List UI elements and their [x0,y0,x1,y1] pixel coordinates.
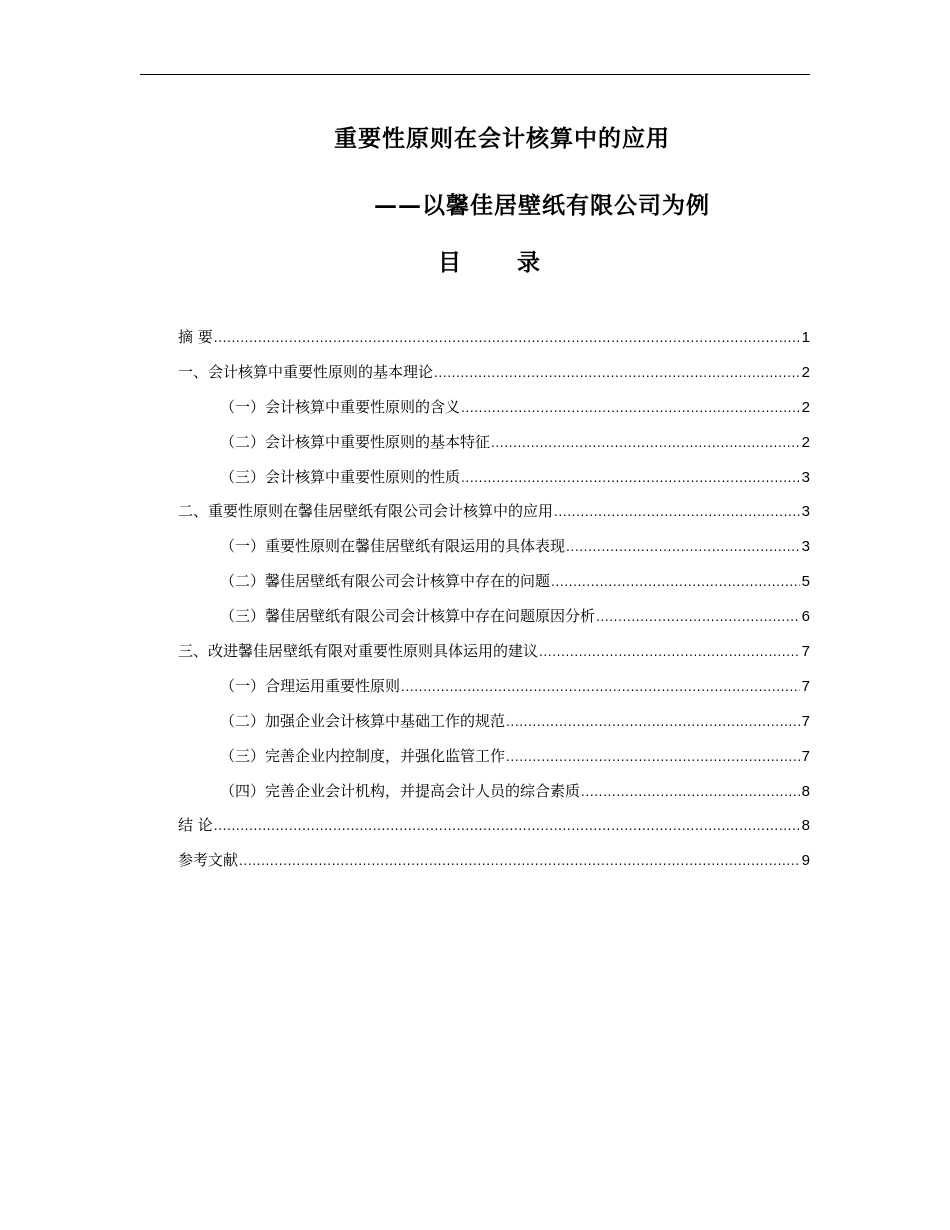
toc-entry-label: 参考文献 [178,851,239,870]
toc-entry-label: 一、会计核算中重要性原则的基本理论 [178,362,434,381]
toc-dot-leader [596,606,800,628]
toc-page-number: 3 [801,503,810,521]
toc-entry-chapter-3[interactable] [178,640,810,675]
toc-entry-label: （一）会计核算中重要性原则的含义 [220,397,461,416]
toc-entry-label: （三）馨佳居壁纸有限公司会计核算中存在问题原因分析 [220,607,596,626]
toc-page-number: 2 [801,398,810,416]
toc-dot-leader [491,432,800,454]
toc-entry-section-1-2[interactable] [178,431,810,466]
toc-entry-conclusion[interactable] [178,814,810,849]
toc-dot-leader [461,467,800,489]
toc-dot-leader [239,850,800,872]
toc-page-number: 3 [801,468,810,486]
toc-dot-leader [434,362,800,384]
toc-entry-abstract[interactable] [178,326,810,361]
toc-entry-section-3-1[interactable] [178,675,810,710]
toc-dot-leader [214,327,800,349]
toc-entry-label: （四）完善企业会计机构，并提高会计人员的综合素质 [220,781,581,800]
toc-entry-label: （二）会计核算中重要性原则的基本特征 [220,432,491,451]
toc-entry-section-3-3[interactable] [178,745,810,780]
toc-dot-leader [506,746,800,768]
toc-entry-section-3-4[interactable] [178,780,810,815]
toc-page-number: 7 [801,677,810,695]
document-title: 重要性原则在会计核算中的应用 [334,125,670,152]
toc-entry-section-2-1[interactable] [178,535,810,570]
document-subtitle: ——以馨佳居壁纸有限公司为例 [374,192,710,219]
toc-page-number: 7 [801,747,810,765]
toc-page-number: 6 [801,608,810,626]
toc-page-number: 9 [801,852,810,870]
toc-entry-chapter-2[interactable] [178,500,810,535]
toc-dot-leader [554,501,800,523]
toc-page-number: 2 [801,363,810,381]
toc-dot-leader [581,781,800,803]
toc-dot-leader [506,711,800,733]
toc-dot-leader [551,571,800,593]
toc-page-number: 7 [801,643,810,661]
toc-dot-leader [401,676,800,698]
toc-page-number: 8 [801,782,810,800]
toc-dot-leader [566,536,800,558]
toc-heading: 目 录 [437,249,564,276]
toc-entry-label: （二）加强企业会计核算中基础工作的规范 [220,711,506,730]
toc-entry-section-2-3[interactable] [178,605,810,640]
toc-page-number: 7 [801,712,810,730]
toc-dot-leader [214,815,800,837]
toc-entry-label: （三）完善企业内控制度，并强化监管工作 [220,746,506,765]
toc-page-number: 1 [801,329,810,346]
toc-page-number: 5 [801,573,810,591]
toc-entry-section-1-1[interactable] [178,396,810,431]
toc-entry-label: 结 论 [178,816,213,835]
toc-dot-leader [461,397,800,419]
toc-entry-label: 摘 要 [178,328,213,346]
toc-entry-label: （一）合理运用重要性原则 [220,676,401,695]
toc-entry-section-1-3[interactable] [178,466,810,501]
toc-entry-chapter-1[interactable] [178,361,810,396]
toc-page-number: 2 [801,433,810,451]
toc-entry-section-2-2[interactable] [178,570,810,605]
toc-entry-label: （三）会计核算中重要性原则的性质 [220,467,461,486]
header-rule [140,74,810,75]
toc-entry-section-3-2[interactable] [178,710,810,745]
toc-entry-label: （二）馨佳居壁纸有限公司会计核算中存在的问题 [220,572,551,591]
toc-dot-leader [539,641,800,663]
toc-entry-label: 二、重要性原则在馨佳居壁纸有限公司会计核算中的应用 [178,502,554,521]
toc-page-number: 3 [801,538,810,556]
table-of-contents [178,326,810,884]
toc-page-number: 8 [801,817,810,835]
toc-entry-references[interactable] [178,849,810,884]
toc-entry-label: （一）重要性原则在馨佳居壁纸有限运用的具体表现 [220,537,566,556]
toc-entry-label: 三、改进馨佳居壁纸有限对重要性原则具体运用的建议 [178,642,539,661]
